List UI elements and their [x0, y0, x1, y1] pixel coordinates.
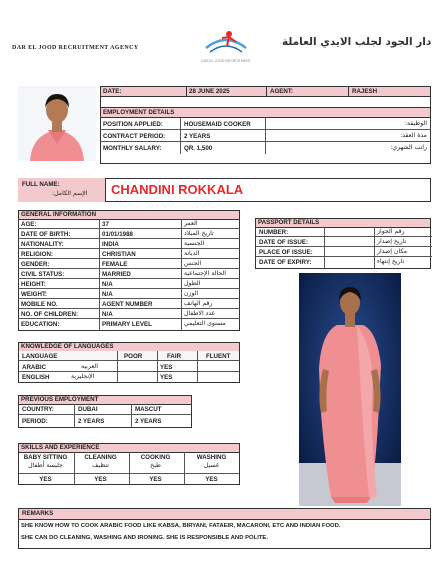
lang-col-language: LANGUAGE [22, 353, 58, 360]
lang-col-fluent: FLUENT [206, 353, 231, 360]
skill-washing-ar: غسيل [203, 462, 220, 469]
skills-rows [18, 452, 240, 485]
salary-value: QR. 1,500 [184, 145, 213, 152]
education-value: PRIMARY LEVEL [102, 321, 152, 328]
skills-title: SKILLS AND EXPERIENCE [21, 444, 100, 451]
skill-cooking-value: YES [149, 476, 162, 483]
mobile-label-ar: رقم الهاتف [184, 300, 213, 307]
agent-value: RAJESH [352, 88, 378, 95]
date-label: DATE: [103, 88, 122, 95]
agency-name-ar: دار الجود لجلب الايدي العاملة [282, 36, 432, 48]
dob-label: DATE OF BIRTH: [21, 231, 71, 238]
general-title: GENERAL INFORMATION [21, 211, 97, 218]
employment-rows [100, 118, 431, 164]
lang-arabic-ar: العربية [81, 363, 98, 370]
period-label: PERIOD: [22, 418, 48, 425]
remarks-line-2: SHE CAN DO CLEANING, WASHING AND IRONING. SHE IS RESPONSIBLE AND POLITE. [21, 535, 268, 541]
gender-label: GENDER: [21, 261, 50, 268]
lang-col-fair: FAIR [167, 353, 182, 360]
date-value: 28 JUNE 2025 [189, 88, 230, 95]
languages-table [18, 351, 240, 383]
languages-title: KNOWLEDGE OF LANGUAGES [21, 343, 114, 350]
dob-value: 01/01/1988 [102, 231, 133, 238]
skill-washing-value: YES [205, 476, 218, 483]
nationality-value: INDIA [102, 241, 119, 248]
issue-date-label: DATE OF ISSUE: [259, 239, 309, 246]
nationality-label-ar: الجنسية [184, 240, 205, 247]
contract-label: CONTRACT PERIOD: [103, 133, 166, 140]
height-value: N/A [102, 281, 113, 288]
issue-place-label-ar: مكان إصدار [377, 248, 408, 255]
employment-title: EMPLOYMENT DETAILS [103, 109, 175, 116]
civil-status-label-ar: الحالة الإجتماعية [184, 270, 226, 277]
prev-period-2: 2 YEARS [135, 418, 162, 425]
skill-baby-sitting-value: YES [39, 476, 52, 483]
civil-status-label: CIVIL STATUS: [21, 271, 65, 278]
religion-label: RELIGION: [21, 251, 53, 258]
gender-label-ar: الجنس [184, 260, 202, 267]
civil-status-value: MARRIED [102, 271, 131, 278]
skill-cooking-ar: طبخ [150, 462, 161, 469]
salary-label-ar: راتب الشهري: [390, 144, 427, 151]
profile-photo [18, 86, 96, 161]
previous-table [18, 404, 192, 428]
prev-country-2: MASCUT [135, 406, 162, 413]
children-label: NO. OF CHILDREN: [21, 311, 79, 318]
weight-value: N/A [102, 291, 113, 298]
lang-english-fair: YES [160, 374, 173, 381]
children-value: N/A [102, 311, 113, 318]
dob-label-ar: تاريخ الميلاد [184, 230, 214, 237]
age-label: AGE: [21, 221, 37, 228]
logo-subtitle: DAR EL JOOD RECRUITMENT [201, 59, 251, 63]
skill-cleaning: CLEANING [84, 454, 117, 461]
expiry-date-label-ar: تاريخ إنتهاء [377, 258, 405, 265]
full-name-label-ar: الإسم الكامل: [52, 190, 88, 197]
passport-table [255, 227, 431, 269]
position-label-ar: الوظيفة: [404, 120, 427, 127]
weight-label-ar: الوزن [184, 290, 199, 297]
mobile-label: MOBILE NO. [21, 301, 58, 308]
religion-value: CHRISTIAN [102, 251, 136, 258]
full-body-photo [299, 273, 401, 506]
passport-title: PASSPORT DETAILS [258, 219, 320, 226]
lang-arabic-fair: YES [160, 364, 173, 371]
children-label-ar: عدد الاطفال [184, 310, 216, 317]
general-rows [18, 219, 240, 331]
issue-date-label-ar: تاريخ إصدار [377, 238, 407, 245]
previous-title: PREVIOUS EMPLOYMENT [21, 396, 99, 403]
passport-number-label-ar: رقم الجواز [377, 228, 405, 235]
lang-english: ENGLISH [22, 374, 50, 381]
full-name-value: CHANDINI ROKKALA [111, 182, 244, 197]
position-value: HOUSEMAID COOKER [184, 121, 251, 128]
contract-value: 2 YEARS [184, 133, 211, 140]
position-label: POSITION APPLIED: [103, 121, 163, 128]
remarks-line-1: SHE KNOW HOW TO COOK ARABIC FOOD LIKE KABSA, BIRYANI, FATAEIR, MACARONI, ETC AND INDIAN FOOD. [21, 523, 341, 529]
lang-arabic: ARABIC [22, 364, 47, 371]
country-label: COUNTRY: [22, 406, 54, 413]
education-label-ar: مستوى التعليمي [184, 320, 226, 327]
agency-logo [196, 26, 256, 66]
remarks-title: REMARKS [22, 510, 54, 517]
full-name-label: FULL NAME: [22, 181, 60, 188]
lang-col-poor: POOR [124, 353, 143, 360]
prev-country-1: DUBAI [78, 406, 98, 413]
age-value: 37 [102, 221, 109, 228]
lang-english-ar: الإنجليزية [71, 373, 95, 380]
gender-value: FEMALE [102, 261, 128, 268]
skill-baby-sitting-ar: جليسة أطفال [28, 462, 63, 469]
agent-label: AGENT: [270, 88, 294, 95]
weight-label: WEIGHT: [21, 291, 48, 298]
age-label-ar: العمر [184, 220, 198, 227]
issue-place-label: PLACE OF ISSUE: [259, 249, 313, 256]
education-label: EDUCATION: [21, 321, 60, 328]
contract-label-ar: مدة العقد: [400, 132, 427, 139]
agency-name-en: DAR EL JOOD RECRUITMENT AGENCY [12, 45, 139, 51]
mobile-value: AGENT NUMBER [102, 301, 153, 308]
passport-number-label: NUMBER: [259, 229, 289, 236]
salary-label: MONTHLY SALARY: [103, 145, 162, 152]
height-label: HEIGHT: [21, 281, 46, 288]
height-label-ar: الطول [184, 280, 201, 287]
skill-washing: WASHING [196, 454, 227, 461]
nationality-label: NATIONALITY: [21, 241, 64, 248]
religion-label-ar: الديانة [184, 250, 200, 257]
prev-period-1: 2 YEARS [78, 418, 105, 425]
expiry-date-label: DATE OF EXPIRY: [259, 259, 312, 266]
skill-cleaning-value: YES [94, 476, 107, 483]
skill-cleaning-ar: تنظيف [92, 462, 109, 469]
skill-cooking: COOKING [140, 454, 171, 461]
skill-baby-sitting: BABY SITTING [23, 454, 68, 461]
